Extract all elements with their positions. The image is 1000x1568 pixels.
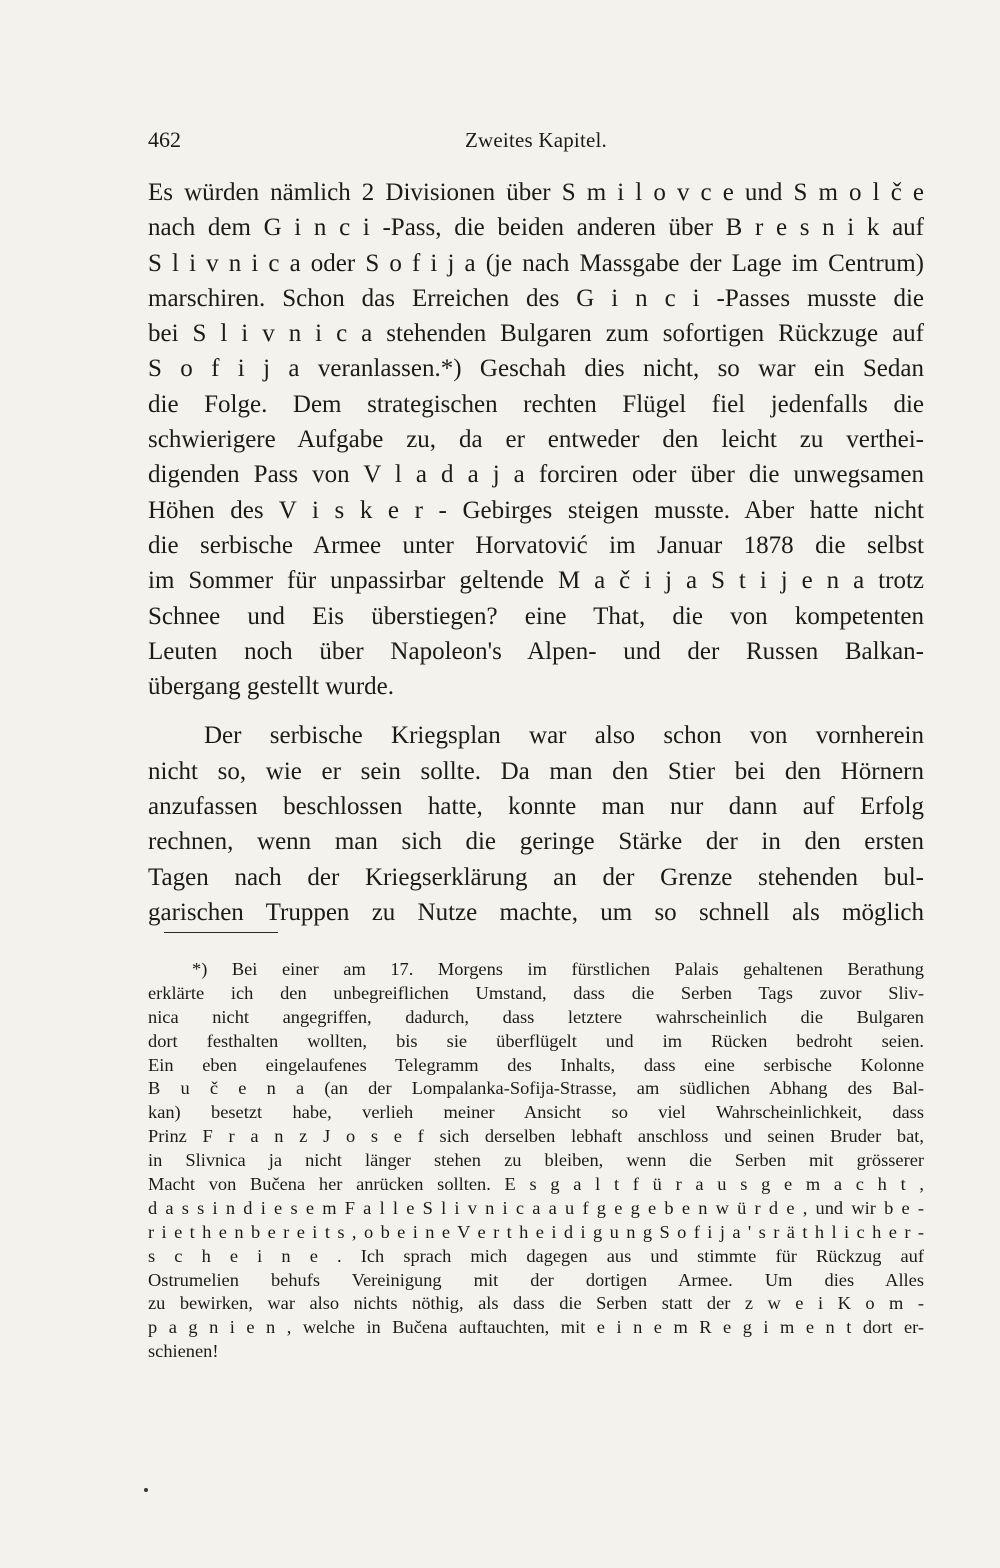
text-line: im Sommer für unpassirbar geltende M a č i j a S t i j e n a trotz xyxy=(148,567,924,595)
text-line: Schnee und Eis überstiegen? eine That, die von kompetenten xyxy=(148,602,924,630)
page-number: 462 xyxy=(148,127,181,152)
text-line: Tagen nach der Kriegserklärung an der Grenze stehenden bul- xyxy=(148,863,924,891)
text-line: nach dem G i n c i -Pass, die beiden anderen über B r e s n i k auf xyxy=(148,214,924,242)
text-line: übergang gestellt wurde. xyxy=(148,673,394,701)
running-head xyxy=(148,126,924,156)
text-line: Leuten noch über Napoleon's Alpen- und der Russen Balkan- xyxy=(148,637,924,665)
footnote-line: Macht von Bučena her anrücken sollten. E s g a l t f ü r a u s g e m a c h t , xyxy=(148,1174,924,1195)
text-line: Es würden nämlich 2 Divisionen über S m i l o v c e und S m o l č e xyxy=(148,179,924,206)
footnote-line: d a s s i n d i e s e m F a l l e S l i v n i c a a u f g e g e b e n w ü r d e , und wir b e - xyxy=(148,1197,924,1218)
text-line: garischen Truppen zu Nutze machte, um so schnell als möglich xyxy=(148,898,924,926)
text-line: die Folge. Dem strategischen rechten Flügel fiel jedenfalls die xyxy=(148,390,924,418)
footnote-line: p a g n i e n , welche in Bučena auftauchten, mit e i n e m R e g i m e n t dort er- xyxy=(148,1317,924,1338)
text-line: die serbische Armee unter Horvatović im Januar 1878 die selbst xyxy=(148,531,924,559)
footnote-line: B u č e n a (an der Lompalanka-Sofija-Strasse, am südlichen Abhang des Bal- xyxy=(148,1078,924,1099)
text-line: Der serbische Kriegsplan war also schon von vornherein xyxy=(204,722,924,750)
text-line: bei S l i v n i c a stehenden Bulgaren zum sofortigen Rückzuge auf xyxy=(148,320,924,348)
footnote-line: Prinz F r a n z J o s e f sich derselben lebhaft anschloss und seinen Bruder bat, xyxy=(148,1126,924,1147)
text-line: anzufassen beschlossen hatte, konnte man nur dann auf Erfolg xyxy=(148,793,924,821)
footnote-line: dort festhalten wollten, bis sie überflügelt und im Rücken bedroht seien. xyxy=(148,1030,924,1051)
footnote-line: *) Bei einer am 17. Morgens im fürstlichen Palais gehaltenen Berathung xyxy=(192,959,924,979)
footnote-line: in Slivnica ja nicht länger stehen zu bleiben, wenn die Serben mit grösserer xyxy=(148,1150,924,1171)
text-line: S l i v n i c a oder S o f i j a (je nach Massgabe der Lage im Centrum) xyxy=(148,249,924,277)
footnote-line: Ein eben eingelaufenes Telegramm des Inhalts, dass eine serbische Kolonne xyxy=(148,1054,924,1075)
chapter-title: Zweites Kapitel. xyxy=(465,128,607,152)
footnote-line: kan) besetzt habe, verlieh meiner Ansicht so viel Wahrscheinlichkeit, dass xyxy=(148,1102,924,1123)
text-line: digenden Pass von V l a d a j a forciren oder über die unwegsamen xyxy=(148,461,924,489)
footnote-line: r i e t h e n b e r e i t s , o b e i n e V e r t h e i d i g u n g S o f i j a ' s r ä t h l i c h e r - xyxy=(148,1221,924,1242)
footnote-line: Ostrumelien behufs Vereinigung mit der dortigen Armee. Um dies Alles xyxy=(148,1269,924,1290)
text-line: schwierigere Aufgabe zu, da er entweder den leicht zu verthei- xyxy=(148,426,924,454)
text-line: S o f i j a veranlassen.*) Geschah dies nicht, so war ein Sedan xyxy=(148,355,924,383)
footnote-separator xyxy=(164,932,278,933)
footnote-line: nica nicht angegriffen, dadurch, dass letztere wahrscheinlich die Bulgaren xyxy=(148,1006,924,1027)
footnote-line: erklärte ich den unbegreiflichen Umstand, dass die Serben Tags zuvor Sliv- xyxy=(148,982,924,1003)
footnote-line: zu bewirken, war also nichts nöthig, als dass die Serben statt der z w e i K o m - xyxy=(148,1293,924,1314)
footnote-line: s c h e i n e . Ich sprach mich dagegen aus und stimmte für Rückzug auf xyxy=(148,1245,924,1266)
print-speck xyxy=(144,1488,148,1492)
text-line: nicht so, wie er sein sollte. Da man den Stier bei den Hörnern xyxy=(148,757,924,785)
footnote xyxy=(148,958,924,1364)
text-line: Höhen des V i s k e r - Gebirges steigen musste. Aber hatte nicht xyxy=(148,496,924,524)
main-text xyxy=(148,175,924,930)
paragraph-break xyxy=(148,704,924,718)
footnote-line: schienen! xyxy=(148,1341,219,1362)
text-line: rechnen, wenn man sich die geringe Stärke der in den ersten xyxy=(148,828,924,856)
text-line: marschiren. Schon das Erreichen des G i n c i -Passes musste die xyxy=(148,284,924,312)
